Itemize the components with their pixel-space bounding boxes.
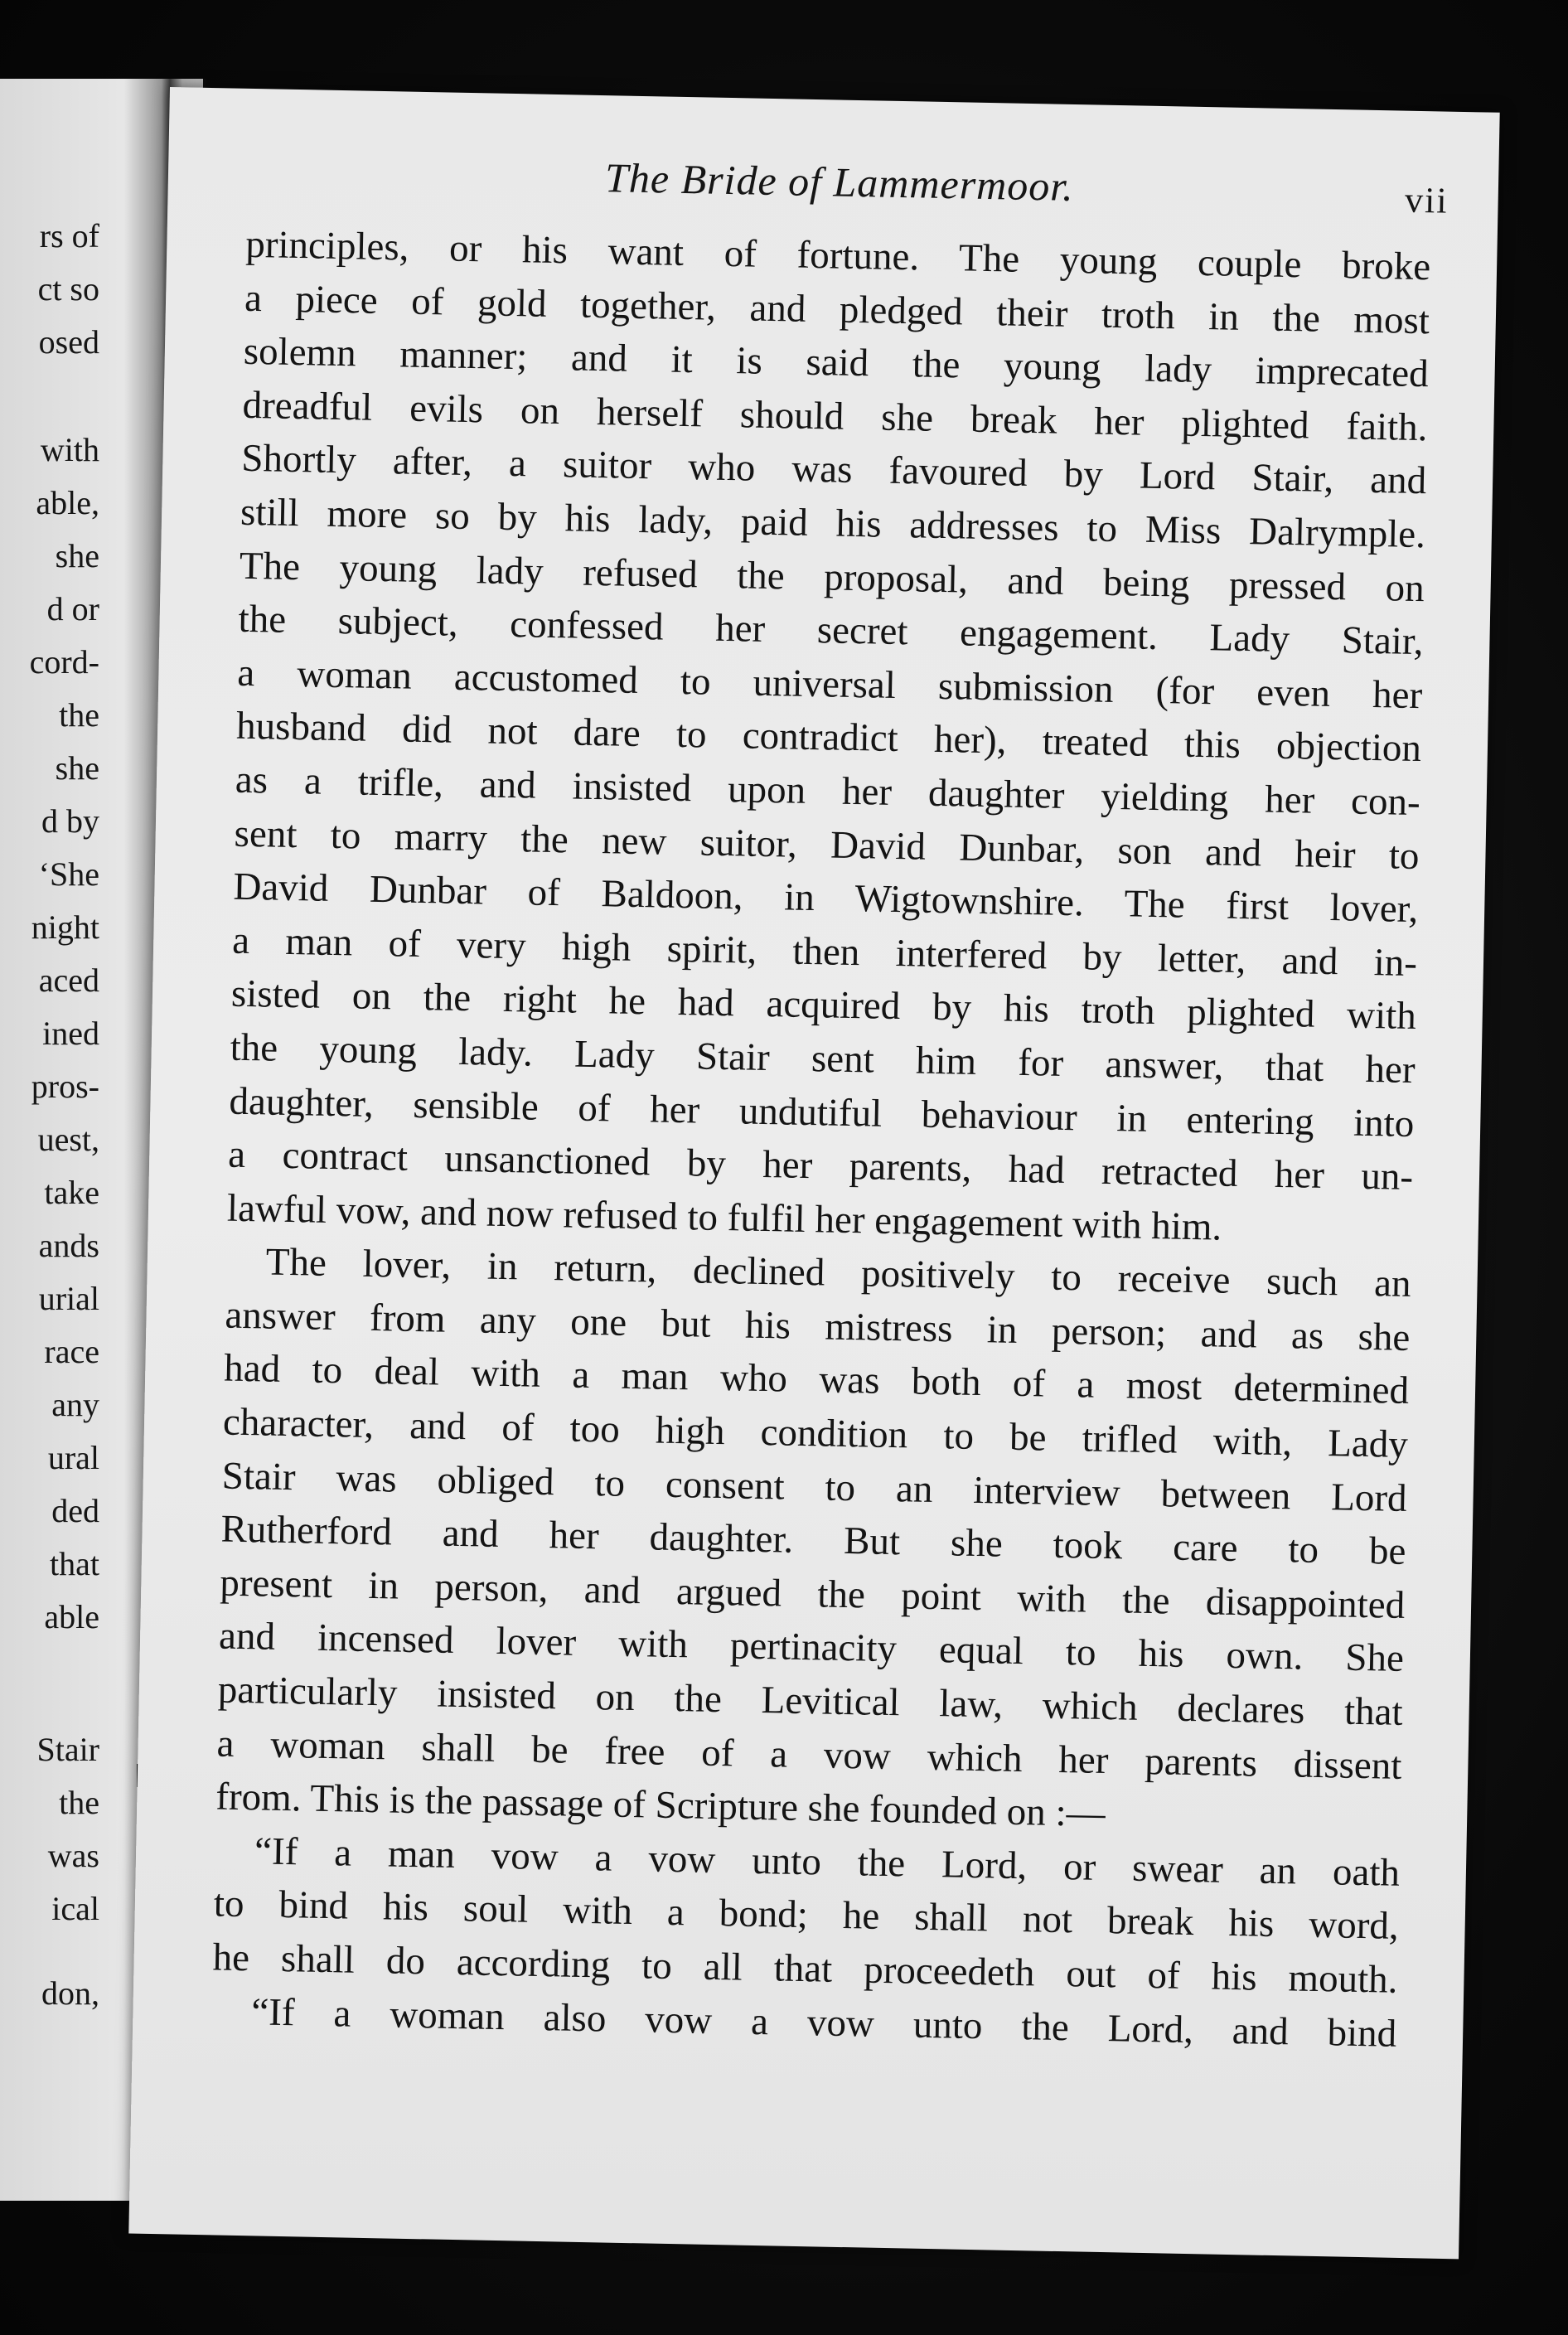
text-line: to bind his soul with a bond; he shall not break his word, bbox=[213, 1882, 1400, 1949]
text-line: the subject, confessed her secret engagement. Lady Stair, bbox=[238, 597, 1424, 664]
text-line: present in person, and argued the point with the disappointed bbox=[219, 1561, 1406, 1627]
fragment-line: ical bbox=[51, 1890, 99, 1927]
fragment-line: d by bbox=[41, 802, 99, 840]
fragment-line: night bbox=[31, 908, 99, 946]
fragment-line: don, bbox=[41, 1974, 99, 2012]
fragment-line: osed bbox=[38, 323, 99, 361]
page-number: vii bbox=[1404, 179, 1449, 221]
text-line: “If a woman also vow a vow unto the Lord, and bind bbox=[250, 1989, 1397, 2056]
fragment-line: with bbox=[40, 431, 99, 468]
book-page bbox=[128, 87, 1499, 2259]
text-line: particularly insisted on the Levitical law, which declares that bbox=[217, 1668, 1404, 1734]
fragment-line: ct so bbox=[37, 270, 99, 308]
fragment-line: the bbox=[59, 1784, 99, 1821]
text-line: a woman accustomed to universal submission (for even her bbox=[236, 651, 1423, 717]
fragment-line: was bbox=[47, 1837, 99, 1874]
fragment-line: able bbox=[44, 1598, 99, 1635]
text-line: Rutherford and her daughter. But she took care to be bbox=[220, 1507, 1406, 1574]
running-head bbox=[246, 147, 1449, 227]
page-content bbox=[211, 147, 1449, 2061]
fragment-line: any bbox=[51, 1386, 99, 1423]
fragment-line: pros- bbox=[31, 1068, 99, 1105]
text-line: sisted on the right he had acquired by his troth plighted with bbox=[230, 971, 1417, 1039]
text-line: Shortly after, a suitor who was favoured by Lord Stair, and bbox=[240, 437, 1427, 503]
text-line: solemn manner; and it is said the young lady imprecated bbox=[243, 329, 1430, 396]
text-line: he shall do according to all that proceedeth out of his mouth. bbox=[212, 1935, 1398, 2002]
text-line: husband did not dare to contradict her), treated this objection bbox=[235, 705, 1422, 771]
text-line: answer from any one but his mistress in person; and as she bbox=[225, 1293, 1411, 1359]
fragment-line: able, bbox=[36, 484, 99, 521]
fragment-line: take bbox=[44, 1174, 99, 1211]
text-line: from. This is the passage of Scripture she founded on :— bbox=[215, 1775, 1106, 1836]
fragment-line: ural bbox=[47, 1439, 99, 1476]
text-line: a contract unsanctioned by her parents, had retracted her un- bbox=[227, 1132, 1414, 1199]
fragment-line: cord- bbox=[29, 643, 99, 681]
text-line: and incensed lover with pertinacity equal to his own. She bbox=[218, 1614, 1405, 1681]
text-line: daughter, sensible of her undutiful behaviour in entering into bbox=[229, 1079, 1415, 1146]
fragment-line: rs of bbox=[39, 217, 99, 254]
text-line: The young lady refused the proposal, and being pressed on bbox=[239, 544, 1425, 610]
text-line: character, and of too high condition to be trifled with, Lady bbox=[222, 1400, 1409, 1467]
fragment-line: Stair bbox=[36, 1731, 99, 1768]
fragment-line: aced bbox=[38, 962, 99, 999]
running-title: The Bride of Lammermoor. bbox=[604, 154, 1075, 210]
fragment-line: race bbox=[44, 1333, 99, 1370]
text-line: The lover, in return, declined positively to receive such an bbox=[265, 1240, 1412, 1306]
text-line: as a trifle, and insisted upon her daughter yielding her con- bbox=[235, 758, 1421, 825]
text-line: sent to marry the new suitor, David Dunbar, son and heir to bbox=[234, 811, 1420, 878]
text-line: had to deal with a man who was both of a most determined bbox=[223, 1347, 1410, 1413]
fragment-line: uest, bbox=[37, 1121, 99, 1158]
fragment-line: ands bbox=[38, 1227, 99, 1264]
fragment-line: ded bbox=[51, 1492, 99, 1529]
text-line: still more so by his lady, paid his addresses to Miss Dalrymple. bbox=[240, 490, 1426, 557]
text-line: a man of very high spirit, then interfered by letter, and in- bbox=[231, 918, 1418, 985]
fragment-line: ined bbox=[42, 1015, 99, 1052]
fragment-line: d or bbox=[46, 590, 99, 627]
fragment-line: urial bbox=[38, 1280, 99, 1317]
fragment-line: that bbox=[50, 1545, 99, 1582]
fragment-line: she bbox=[55, 749, 99, 787]
fragment-line: ‘She bbox=[38, 855, 99, 893]
text-line: a woman shall be free of a vow which her parents dissent bbox=[216, 1722, 1402, 1788]
fragment-line: she bbox=[55, 537, 99, 574]
text-line: lawful vow, and now refused to fulfil her engagement with him. bbox=[226, 1186, 1222, 1249]
text-line: Stair was obliged to consent to an interview between Lord bbox=[221, 1454, 1408, 1520]
text-line: dreadful evils on herself should she break her plighted faith. bbox=[242, 383, 1428, 449]
text-line: the young lady. Lady Stair sent him for answer, that her bbox=[230, 1025, 1416, 1092]
text-line: a piece of gold together, and pledged their troth in the most bbox=[244, 276, 1430, 342]
text-line: “If a man vow a vow unto the Lord, or swear an oath bbox=[254, 1829, 1401, 1895]
body-text bbox=[211, 218, 1431, 2061]
text-line: David Dunbar of Baldoon, in Wigtownshire. The first lover, bbox=[232, 865, 1419, 932]
text-line: principles, or his want of fortune. The young couple broke bbox=[244, 222, 1431, 289]
fragment-line: the bbox=[59, 696, 99, 734]
